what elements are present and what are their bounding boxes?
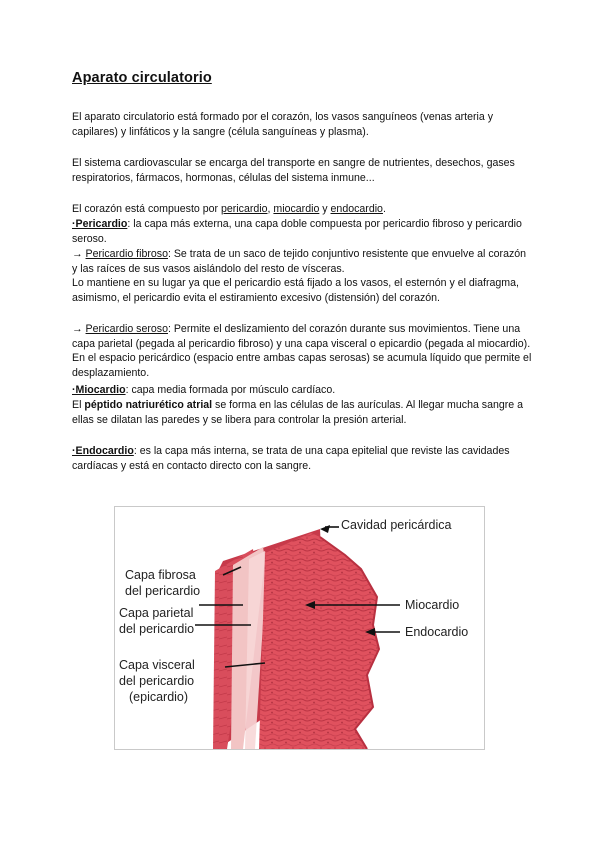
pericardio-desc: : la capa más externa, una capa doble compuesta por pericardio fibroso y pericardio seroso. [72, 218, 522, 245]
heart-wall-figure [114, 506, 485, 750]
label-fibrosa-1: Capa fibrosa [125, 568, 196, 582]
label-visceral-2: del pericardio [119, 674, 195, 688]
miocardio-term: ·Miocardio [72, 384, 126, 396]
fibroso-paragraph [72, 247, 532, 276]
label-endocardio: Endocardio [405, 625, 469, 639]
label-parietal-1: Capa parietal [119, 606, 194, 620]
seroso-desc: : Permite el deslizamiento del corazón durante sus movimientos. Tiene una capa parietal (pegada al pericardio fibroso) y una capa visceral o epicardio (pegada al miocardio). En el espacio pericárdico (espacio entre ambas capas serosas) se acumula líquido que permite el desplazamiento. [72, 323, 532, 379]
endocardio-desc: : es la capa más interna, se trata de una capa epitelial que reviste las cavidades cardíacas y está en contacto directo con la sangre. [72, 445, 510, 472]
period: . [382, 203, 386, 215]
peptido-desc: se forma en las células de las aurículas. Al llegar mucha sangre a ellas se dilatan las paredes y se libera para controlar la presión arterial. [72, 399, 524, 426]
seroso-term: Pericardio seroso [85, 323, 168, 335]
miocardio-link: miocardio [273, 203, 320, 215]
fibroso-term: Pericardio fibroso [85, 248, 168, 260]
myocardium-layer [259, 533, 379, 749]
peptido-term: péptido natriurético atrial [84, 399, 213, 411]
label-visceral-3: (epicardio) [129, 690, 189, 704]
seroso-paragraph [72, 322, 532, 380]
peptido-prefix: El [72, 399, 85, 411]
label-cavidad: Cavidad pericárdica [341, 518, 452, 532]
arrow-icon: → [72, 323, 86, 335]
cardiovascular-paragraph: El sistema cardiovascular se encarga del transporte en sangre de nutrientes, desechos, gases respiratorios, fármacos, hormonas, células del sistema inmune... [72, 157, 515, 184]
miocardio-paragraph [72, 383, 532, 398]
heart-composition-line [72, 202, 532, 217]
peptido-paragraph [72, 398, 532, 427]
endocardio-paragraph [72, 444, 532, 473]
label-visceral-1: Capa visceral [119, 658, 195, 672]
intro-paragraph: El aparato circulatorio está formado por el corazón, los vasos sanguíneos (venas arteria y capilares) y linfáticos y la sangre (célula sanguíneas y plasma). [72, 111, 494, 138]
endocardio-term: ·Endocardio [72, 445, 134, 457]
arrow-icon: → [72, 248, 86, 260]
heart-prefix: El corazón está compuesto por [72, 203, 221, 215]
label-miocardio: Miocardio [405, 598, 460, 612]
pericardio-term: ·Pericardio [72, 218, 128, 230]
label-parietal-2: del pericardio [119, 622, 195, 636]
pericardio-link: pericardio [220, 203, 268, 215]
separator: , [267, 203, 274, 215]
fibroso-extra-paragraph: Lo mantiene en su lugar ya que el pericardio está fijado a los vasos, el esternón y el diafragma, asimismo, el pericardio evita el estiramiento excesivo (distensión) del corazón. [72, 277, 519, 304]
page-title: Aparato circulatorio [72, 70, 212, 86]
label-fibrosa-2: del pericardio [125, 584, 201, 598]
separator: y [319, 203, 331, 215]
fibroso-desc: : Se trata de un saco de tejido conjuntivo resistente que envuelve al corazón y las raíces de sus vasos aislándolo del resto de vísceras. [72, 248, 527, 275]
endocardio-link: endocardio [330, 203, 383, 215]
pericardio-paragraph [72, 217, 532, 246]
miocardio-desc: : capa media formada por músculo cardíaco. [125, 384, 336, 396]
